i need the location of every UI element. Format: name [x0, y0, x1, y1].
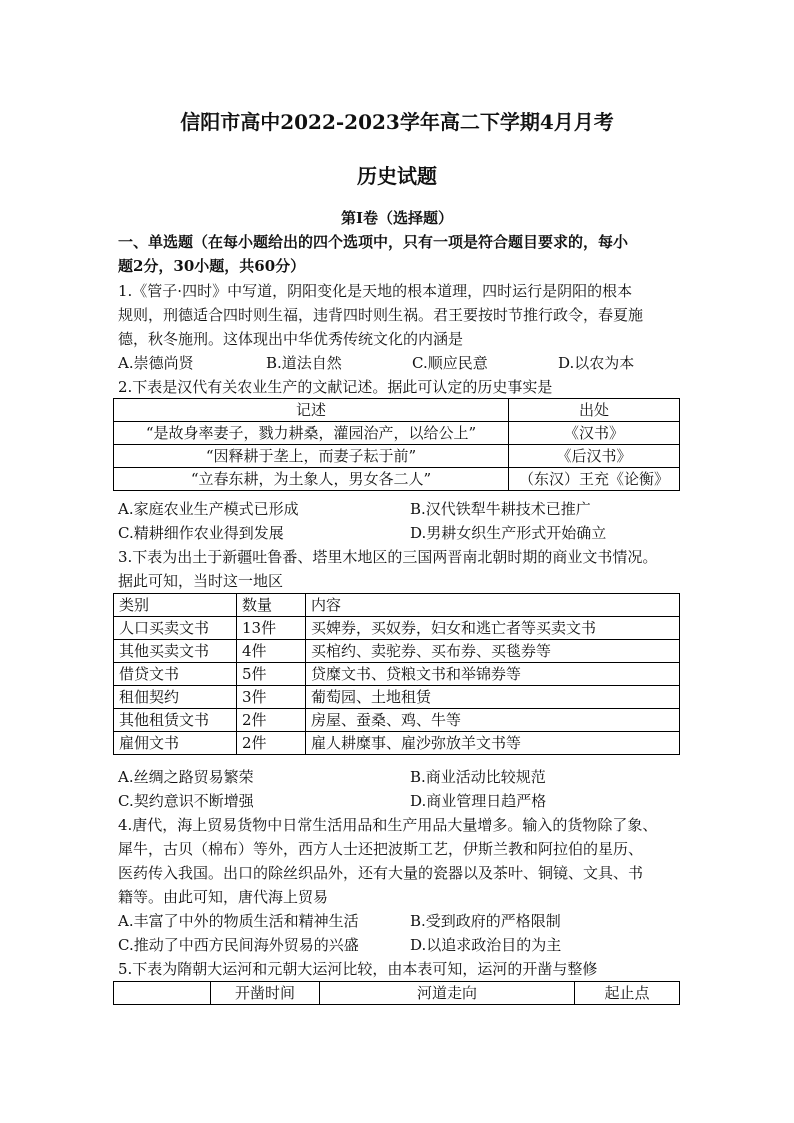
table-cell: 买棺约、卖驼券、买布券、买毯券等: [306, 640, 680, 663]
q1-stem-line3: 德，秋冬施刑。这体现出中华优秀传统文化的内涵是: [118, 330, 464, 348]
q5-table: [113, 981, 680, 1005]
q4-option-c: C.推动了中西方民间海外贸易的兴盛: [118, 936, 359, 954]
table-header-cell: 类别: [114, 594, 237, 617]
table-row: [114, 732, 680, 755]
table-cell: 3件: [237, 686, 306, 709]
table-cell: 其他租赁文书: [114, 709, 237, 732]
table-header-cell: 出处: [509, 399, 680, 422]
part-heading-line2: 题2分，30小题，共60分）: [118, 257, 306, 275]
table-header-cell: 起止点: [575, 982, 680, 1005]
table-row: [114, 640, 680, 663]
table-cell: 葡萄园、土地租赁: [306, 686, 680, 709]
q2-option-d: D.男耕女织生产形式开始确立: [410, 524, 607, 542]
q4-stem-line4: 籍等。由此可知，唐代海上贸易: [118, 888, 329, 906]
table-row: [114, 445, 680, 468]
table-cell: “是故身率妻子，戮力耕桑，灌园治产，以给公上”: [114, 422, 509, 445]
table-cell: 雇佣文书: [114, 732, 237, 755]
q1-option-d: D.以农为本: [558, 354, 635, 372]
q1-stem-line1: 1.《管子·四时》中写道，阴阳变化是天地的根本道理，四时运行是阴阳的根本: [118, 282, 633, 300]
q3-stem-line1: 3.下表为出土于新疆吐鲁番、塔里木地区的三国两晋南北朝时期的商业文书情况。: [118, 548, 658, 566]
q4-stem-line2: 犀牛，古贝（棉布）等外，西方人士还把波斯工艺，伊斯兰教和阿拉伯的星历、: [118, 840, 644, 858]
q1-option-c: C.顺应民意: [412, 354, 488, 372]
table-cell: 2件: [237, 732, 306, 755]
q3-option-a: A.丝绸之路贸易繁荣: [118, 768, 254, 786]
table-header-row: [114, 982, 680, 1005]
subject-title: 历史试题: [357, 164, 437, 188]
q1-option-a: A.崇德尚贤: [118, 354, 194, 372]
table-row: [114, 686, 680, 709]
table-header-cell: 河道走向: [320, 982, 575, 1005]
table-cell: 房屋、蚕桑、鸡、牛等: [306, 709, 680, 732]
table-header-cell: 内容: [306, 594, 680, 617]
q3-table: [113, 593, 680, 755]
q2-option-a: A.家庭农业生产模式已形成: [118, 500, 299, 518]
table-cell: 其他买卖文书: [114, 640, 237, 663]
q1-option-b: B.道法自然: [266, 354, 342, 372]
table-header-row: [114, 399, 680, 422]
table-cell: 13件: [237, 617, 306, 640]
q3-option-d: D.商业管理日趋严格: [410, 792, 547, 810]
q3-option-b: B.商业活动比较规范: [410, 768, 546, 786]
exam-title: 信阳市高中2022-2023学年高二下学期4月月考: [180, 110, 614, 134]
table-cell: “立春东耕，为土象人，男女各二人”: [114, 468, 509, 491]
q2-option-b: B.汉代铁犁牛耕技术已推广: [410, 500, 591, 518]
table-row: [114, 617, 680, 640]
q2-table: [113, 398, 680, 491]
table-cell: “因释耕于垄上，而妻子耘于前”: [114, 445, 509, 468]
table-cell: （东汉）王充《论衡》: [509, 468, 680, 491]
table-cell: 买婢券，买奴券，妇女和逃亡者等买卖文书: [306, 617, 680, 640]
table-cell: 雇人耕糜事、雇沙弥放羊文书等: [306, 732, 680, 755]
q3-option-c: C.契约意识不断增强: [118, 792, 254, 810]
table-cell: 租佃契约: [114, 686, 237, 709]
q1-stem-line2: 规则，刑德适合四时则生福，违背四时则生祸。君王要按时节推行政令，春夏施: [118, 306, 644, 324]
table-cell: 5件: [237, 663, 306, 686]
table-header-cell: [114, 982, 211, 1005]
table-header-cell: 数量: [237, 594, 306, 617]
table-row: [114, 663, 680, 686]
q2-stem: 2.下表是汉代有关农业生产的文献记述。据此可认定的历史事实是: [118, 378, 553, 396]
table-cell: 2件: [237, 709, 306, 732]
q2-option-c: C.精耕细作农业得到发展: [118, 524, 284, 542]
q4-option-d: D.以追求政治目的为主: [410, 936, 562, 954]
table-header-cell: 开凿时间: [211, 982, 320, 1005]
q4-option-a: A.丰富了中外的物质生活和精神生活: [118, 912, 359, 930]
table-row: [114, 422, 680, 445]
q4-stem-line1: 4.唐代，海上贸易货物中日常生活用品和生产用品大量增多。输入的货物除了象、: [118, 816, 658, 834]
q5-stem: 5.下表为隋朝大运河和元朝大运河比较，由本表可知，运河的开凿与整修: [118, 960, 598, 978]
q4-option-b: B.受到政府的严格限制: [410, 912, 561, 930]
table-row: [114, 709, 680, 732]
section-title: 第Ⅰ卷（选择题）: [340, 209, 454, 227]
table-cell: 贷糜文书、贷粮文书和举锦券等: [306, 663, 680, 686]
part-heading-line1: 一、单选题（在每小题给出的四个选项中，只有一项是符合题目要求的，每小: [118, 233, 629, 251]
table-header-row: [114, 594, 680, 617]
table-cell: 《汉书》: [509, 422, 680, 445]
table-cell: 4件: [237, 640, 306, 663]
table-cell: 《后汉书》: [509, 445, 680, 468]
table-cell: 借贷文书: [114, 663, 237, 686]
q3-stem-line2: 据此可知，当时这一地区: [118, 572, 284, 590]
table-header-cell: 记述: [114, 399, 509, 422]
q4-stem-line3: 医药传入我国。出口的除丝织品外，还有大量的瓷器以及茶叶、铜镜、文具、书: [118, 864, 644, 882]
table-cell: 人口买卖文书: [114, 617, 237, 640]
table-row: [114, 468, 680, 491]
